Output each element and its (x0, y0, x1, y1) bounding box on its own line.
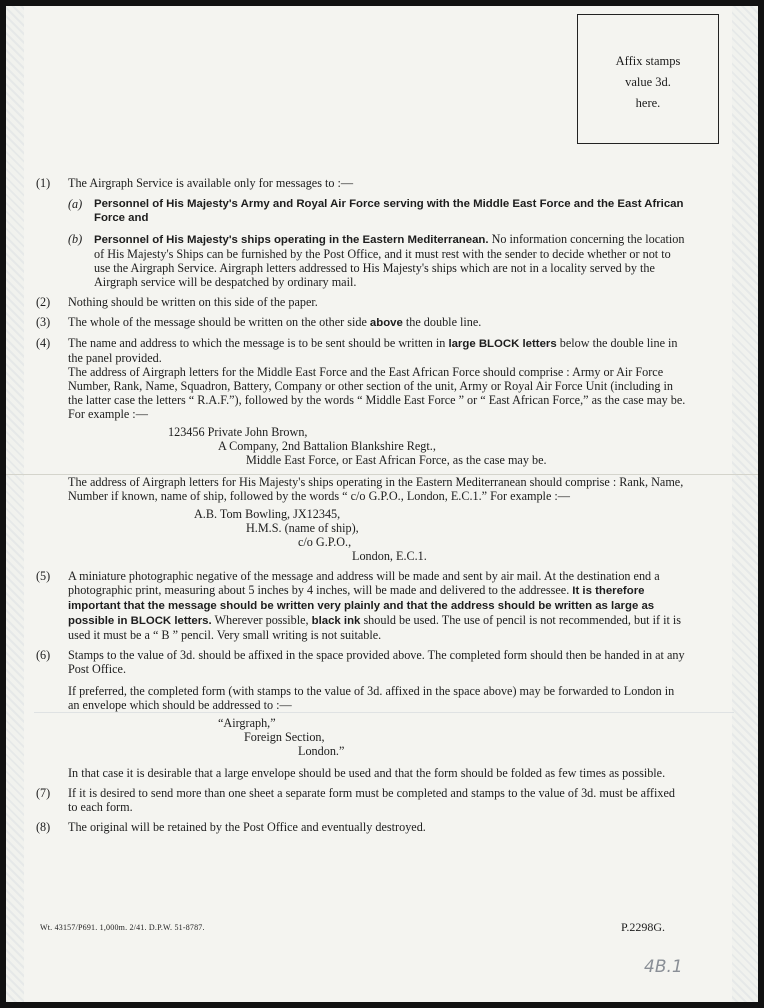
instruction-paragraph: The address of Airgraph letters for the Middle East Force and the East African Force should comprise : Army or Air Force Number, Rank, Name, Squadron, Battery, Company or other section of the unit, Army or Royal Air Force Unit (including in the latter case the letters “ R.A.F.”), followed by the words “ Middle East Force ” or “ East African Force,” as the case may be. For example :— (68, 365, 686, 421)
plain-text: should be used. The use of pencil is not recommended, but if it is used it must be a “ B ” pencil. Very small writing is not suitable. (68, 613, 682, 642)
instruction-2 (36, 295, 686, 309)
bold-text: large BLOCK letters (448, 338, 557, 350)
form-number: P.2298G. (621, 920, 666, 934)
bold-text: It is therefore important that the message should be written very plainly and that the address should be written as large as possible in BLOCK letters. (68, 585, 655, 627)
stamp-box (577, 14, 719, 144)
address-line: 123456 Private John Brown, (168, 425, 308, 439)
sub-item-a (68, 197, 686, 225)
instruction-paragraph: The address of Airgraph letters for His Majesty's ships operating in the Eastern Mediterranean should comprise : Rank, Name, Number if known, name of ship, followed by the words “ c/o G.P.O., London, E.C.1.” For example :— (68, 475, 684, 503)
address-line: c/o G.P.O., (298, 535, 352, 549)
address-line: A Company, 2nd Battalion Blankshire Regt., (218, 439, 436, 453)
item-number: (1) (36, 176, 51, 190)
plain-text: No information concerning the location of His Majesty's Ships can be furnished by the Post Office, and it must rest with the sender to decide whether or not to use the Airgraph Service. Airgraph letters addressed to His Majesty's ships which are not in a locality served by the Airgraph service will be despatched by ordinary mail. (94, 232, 685, 289)
item-number: (8) (36, 820, 51, 834)
instructions (36, 176, 686, 840)
instruction-7 (36, 786, 686, 814)
plain-text: the double line. (402, 315, 482, 329)
instruction-6 (36, 648, 686, 780)
example-address-envelope (68, 716, 686, 758)
stamp-box-line: here. (635, 96, 661, 110)
item-number: (7) (36, 786, 51, 800)
airgraph-form (6, 6, 758, 1002)
address-line: Foreign Section, (244, 730, 325, 744)
instruction-3 (36, 315, 686, 330)
item-number: (3) (36, 315, 51, 329)
instruction-paragraph: If preferred, the completed form (with stamps to the value of 3d. affixed in the space above) may be forwarded to London in an envelope which should be addressed to :— (68, 684, 675, 712)
instruction-text: If it is desired to send more than one sheet a separate form must be completed and stamps to the value of 3d. must be affixed to each form. (68, 786, 675, 814)
sub-item-b (68, 232, 686, 289)
instruction-text (68, 569, 686, 642)
sub-item-text (94, 232, 686, 289)
item-number: (5) (36, 569, 51, 583)
sub-letter: (b) (68, 232, 83, 246)
address-line: London.” (298, 744, 345, 758)
sub-item-text: Personnel of His Majesty's Army and Royal Air Force serving with the Middle East Force and the East African Force and (94, 198, 684, 224)
plain-text: A miniature photographic negative of the message and address will be made and sent by air mail. At the destination end a photographic print, measuring about 5 inches by 4 inches, will be made and delivered to the addressee. (68, 569, 660, 597)
instruction-5 (36, 569, 686, 642)
instruction-text: The original will be retained by the Post Office and eventually destroyed. (68, 820, 426, 834)
address-line: A.B. Tom Bowling, JX12345, (194, 507, 341, 521)
item-number: (2) (36, 295, 51, 309)
instruction-text: The Airgraph Service is available only for messages to :— (68, 176, 354, 190)
instruction-paragraph: In that case it is desirable that a large envelope should be used and that the form should be folded as few times as possible. (68, 766, 666, 780)
pencil-annotation: 4B.1 (644, 957, 683, 977)
instruction-text: Nothing should be written on this side of the paper. (68, 295, 318, 309)
sub-letter: (a) (68, 197, 83, 211)
instruction-1 (36, 176, 686, 289)
print-reference: Wt. 43157/P691. 1,000m. 2/41. D.P.W. 51-8787. (40, 923, 205, 932)
plain-text: The whole of the message should be written on the other side (68, 315, 370, 329)
address-line: Middle East Force, or East African Force, as the case may be. (246, 453, 547, 467)
address-line: London, E.C.1. (352, 549, 427, 563)
bold-text: above (369, 317, 403, 329)
example-address-army (68, 425, 686, 467)
instruction-8 (36, 820, 686, 834)
bold-text: Personnel of His Majesty's ships operating in the Eastern Mediterranean. (94, 234, 489, 246)
item-number: (4) (36, 336, 51, 350)
instruction-4 (36, 336, 686, 563)
instruction-text: Stamps to the value of 3d. should be affixed in the space provided above. The completed form should then be handed in at any Post Office. (68, 648, 685, 676)
instruction-text (68, 336, 686, 365)
plain-text: The name and address to which the message is to be sent should be written in (68, 336, 449, 350)
instruction-text (68, 315, 686, 330)
address-line: H.M.S. (name of ship), (246, 521, 359, 535)
plain-text: below the double line in the panel provided. (68, 336, 678, 365)
stamp-box-line: value 3d. (625, 75, 671, 89)
item-number: (6) (36, 648, 51, 662)
bold-text: black ink (311, 615, 361, 627)
plain-text: Wherever possible, (211, 613, 312, 627)
stamp-box-line: Affix stamps (615, 54, 681, 68)
address-line: “Airgraph,” (218, 716, 276, 730)
example-address-navy (68, 507, 686, 563)
